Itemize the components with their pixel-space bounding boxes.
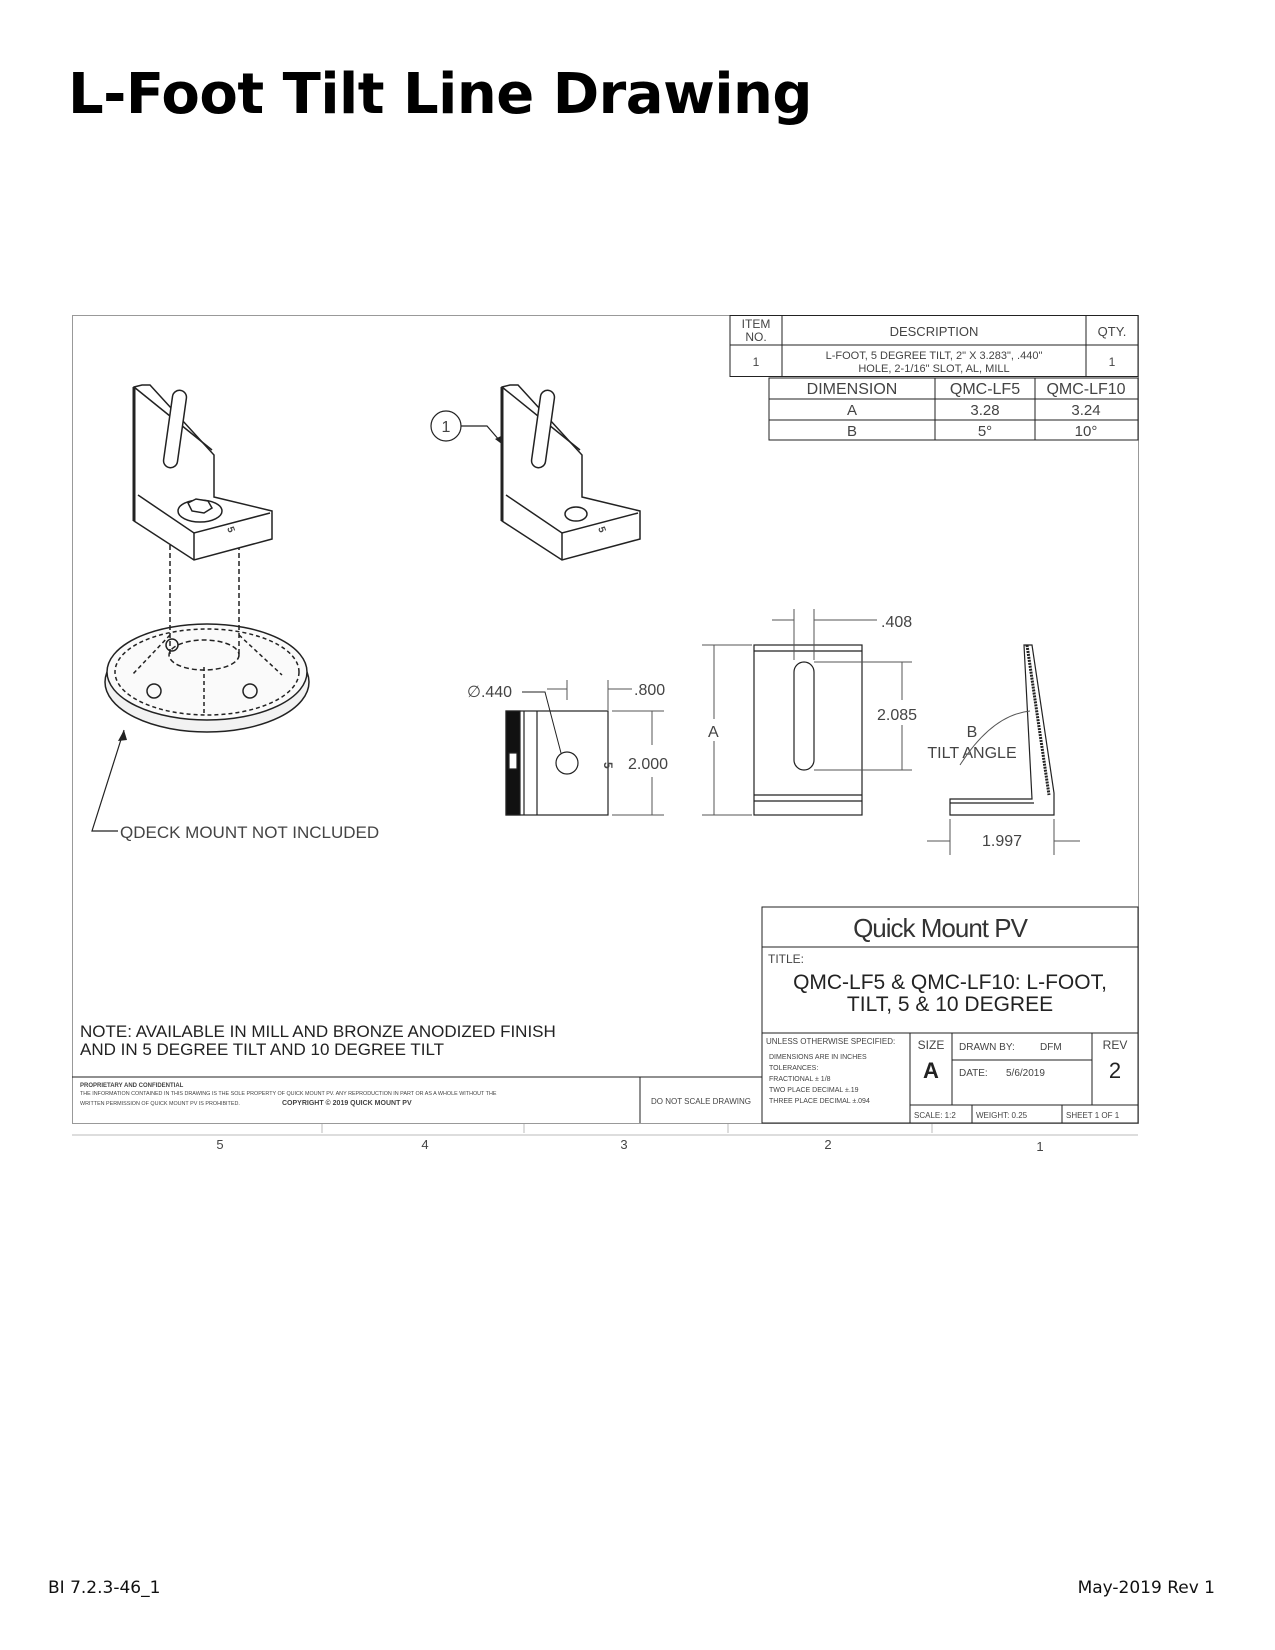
drawn-by-value: DFM <box>1040 1042 1062 1053</box>
dim-row-a-lf10: 3.24 <box>1071 402 1101 419</box>
top-view <box>506 711 608 815</box>
dims-in-label: DIMENSIONS ARE IN INCHES <box>769 1054 867 1061</box>
zone-3: 3 <box>620 1137 628 1152</box>
title-line-1: QMC-LF5 & QMC-LF10: L-FOOT, <box>793 971 1107 994</box>
zone-dividers <box>322 1124 932 1133</box>
rev-value: 2 <box>1108 1058 1122 1083</box>
dim-row-b-label: B <box>846 423 858 440</box>
iso-lfoot-with-qdeck <box>105 385 309 732</box>
weight-label: WEIGHT: 0.25 <box>976 1111 1028 1120</box>
tilt-angle-label: TILT ANGLE <box>927 745 1017 762</box>
dim-b-label: B <box>966 724 978 741</box>
balloon-leader <box>461 426 500 441</box>
qdeck-note: QDECK MOUNT NOT INCLUDED <box>120 823 380 842</box>
dim-800-lines <box>547 680 632 710</box>
qdeck-leader-arrow <box>118 730 127 741</box>
scale-label: SCALE: 1:2 <box>914 1111 956 1120</box>
unless-label: UNLESS OTHERWISE SPECIFIED: <box>766 1037 896 1046</box>
bom-item-no: 1 <box>752 355 760 369</box>
front-view <box>754 645 862 815</box>
proprietary-line-1: THE INFORMATION CONTAINED IN THIS DRAWING IS THE SOLE PROPERTY OF QUICK MOUNT PV. ANY REPRODUCTION IN PART OR AS A WHOLE WITHOUT THE <box>80 1091 497 1097</box>
dim-row-b-lf5: 5° <box>977 423 993 440</box>
zone-1: 1 <box>1036 1139 1044 1154</box>
bom-description-1: L-FOOT, 5 DEGREE TILT, 2" X 3.283", .440" <box>825 350 1043 362</box>
bom-description-2: HOLE, 2-1/16" SLOT, AL, MILL <box>858 363 1010 375</box>
date-value: 5/6/2019 <box>1006 1068 1045 1079</box>
bom-header-item-2: NO. <box>745 330 767 344</box>
hole-diameter-label: ∅.440 <box>467 684 513 701</box>
three-place-label: THREE PLACE DECIMAL ±.094 <box>769 1098 870 1105</box>
bom-header-item-1: ITEM <box>741 317 771 331</box>
fractional-label: FRACTIONAL ± 1/8 <box>769 1076 831 1083</box>
dim-1997-label: 1.997 <box>981 833 1023 850</box>
zone-5: 5 <box>216 1137 224 1152</box>
size-label: SIZE <box>917 1038 945 1052</box>
two-place-label: TWO PLACE DECIMAL ±.19 <box>769 1087 859 1094</box>
bom-qty: 1 <box>1108 355 1116 369</box>
brand-logo: Quick Mount PV <box>853 913 1027 943</box>
doc-id: BI 7.2.3-46_1 <box>48 1578 161 1598</box>
revision-date: May-2019 Rev 1 <box>1077 1578 1215 1598</box>
dim-a-label: A <box>708 724 719 741</box>
page-title: L-Foot Tilt Line Drawing <box>68 62 812 127</box>
top-view-stamp-5: 5 <box>601 762 615 769</box>
title-line-2: TILT, 5 & 10 DEGREE <box>846 993 1054 1016</box>
dim-row-a-label: A <box>846 402 858 419</box>
drawn-by-label: DRAWN BY: <box>959 1042 1015 1053</box>
tolerances-label: TOLERANCES: <box>769 1065 819 1072</box>
dim-row-b-lf10: 10° <box>1074 423 1098 440</box>
size-value: A <box>923 1058 939 1083</box>
sheet-label: SHEET 1 OF 1 <box>1066 1111 1120 1120</box>
do-not-scale-label: DO NOT SCALE DRAWING <box>650 1097 752 1106</box>
iso-stamp-5-a: 5 <box>224 525 237 535</box>
iso-lfoot <box>502 385 640 560</box>
dim-2000-label: 2.000 <box>628 756 669 773</box>
dim-408-label: .408 <box>881 614 913 631</box>
proprietary-line-2: WRITTEN PERMISSION OF QUICK MOUNT PV IS PROHIBITED. <box>80 1101 240 1107</box>
dim-2085-label: 2.085 <box>877 707 918 724</box>
title-label: TITLE: <box>768 952 805 966</box>
dim-row-a-lf5: 3.28 <box>970 402 1000 419</box>
rev-label: REV <box>1102 1038 1128 1052</box>
dim-800-label: .800 <box>634 682 666 699</box>
qdeck-leader-line <box>92 730 124 831</box>
finish-note-line-2: AND IN 5 DEGREE TILT AND 10 DEGREE TILT <box>80 1040 445 1059</box>
item-balloon-number: 1 <box>441 419 451 436</box>
bom-header-qty: QTY. <box>1097 324 1127 339</box>
side-view <box>950 645 1054 815</box>
zone-4: 4 <box>421 1137 429 1152</box>
drawing-sheet <box>72 315 1202 1183</box>
proprietary-title: PROPRIETARY AND CONFIDENTIAL <box>80 1083 184 1089</box>
dim-header-lf10: QMC-LF10 <box>1046 381 1126 398</box>
copyright-label: COPYRIGHT © 2019 QUICK MOUNT PV <box>282 1100 412 1107</box>
zone-2: 2 <box>824 1137 832 1152</box>
bom-header-description: DESCRIPTION <box>889 324 979 339</box>
finish-note-line-1: NOTE: AVAILABLE IN MILL AND BRONZE ANODIZED FINISH <box>80 1022 556 1041</box>
dim-header-dimension: DIMENSION <box>806 381 898 398</box>
iso-stamp-5-b: 5 <box>595 525 608 535</box>
date-label: DATE: <box>959 1068 988 1079</box>
dim-header-lf5: QMC-LF5 <box>949 381 1021 398</box>
